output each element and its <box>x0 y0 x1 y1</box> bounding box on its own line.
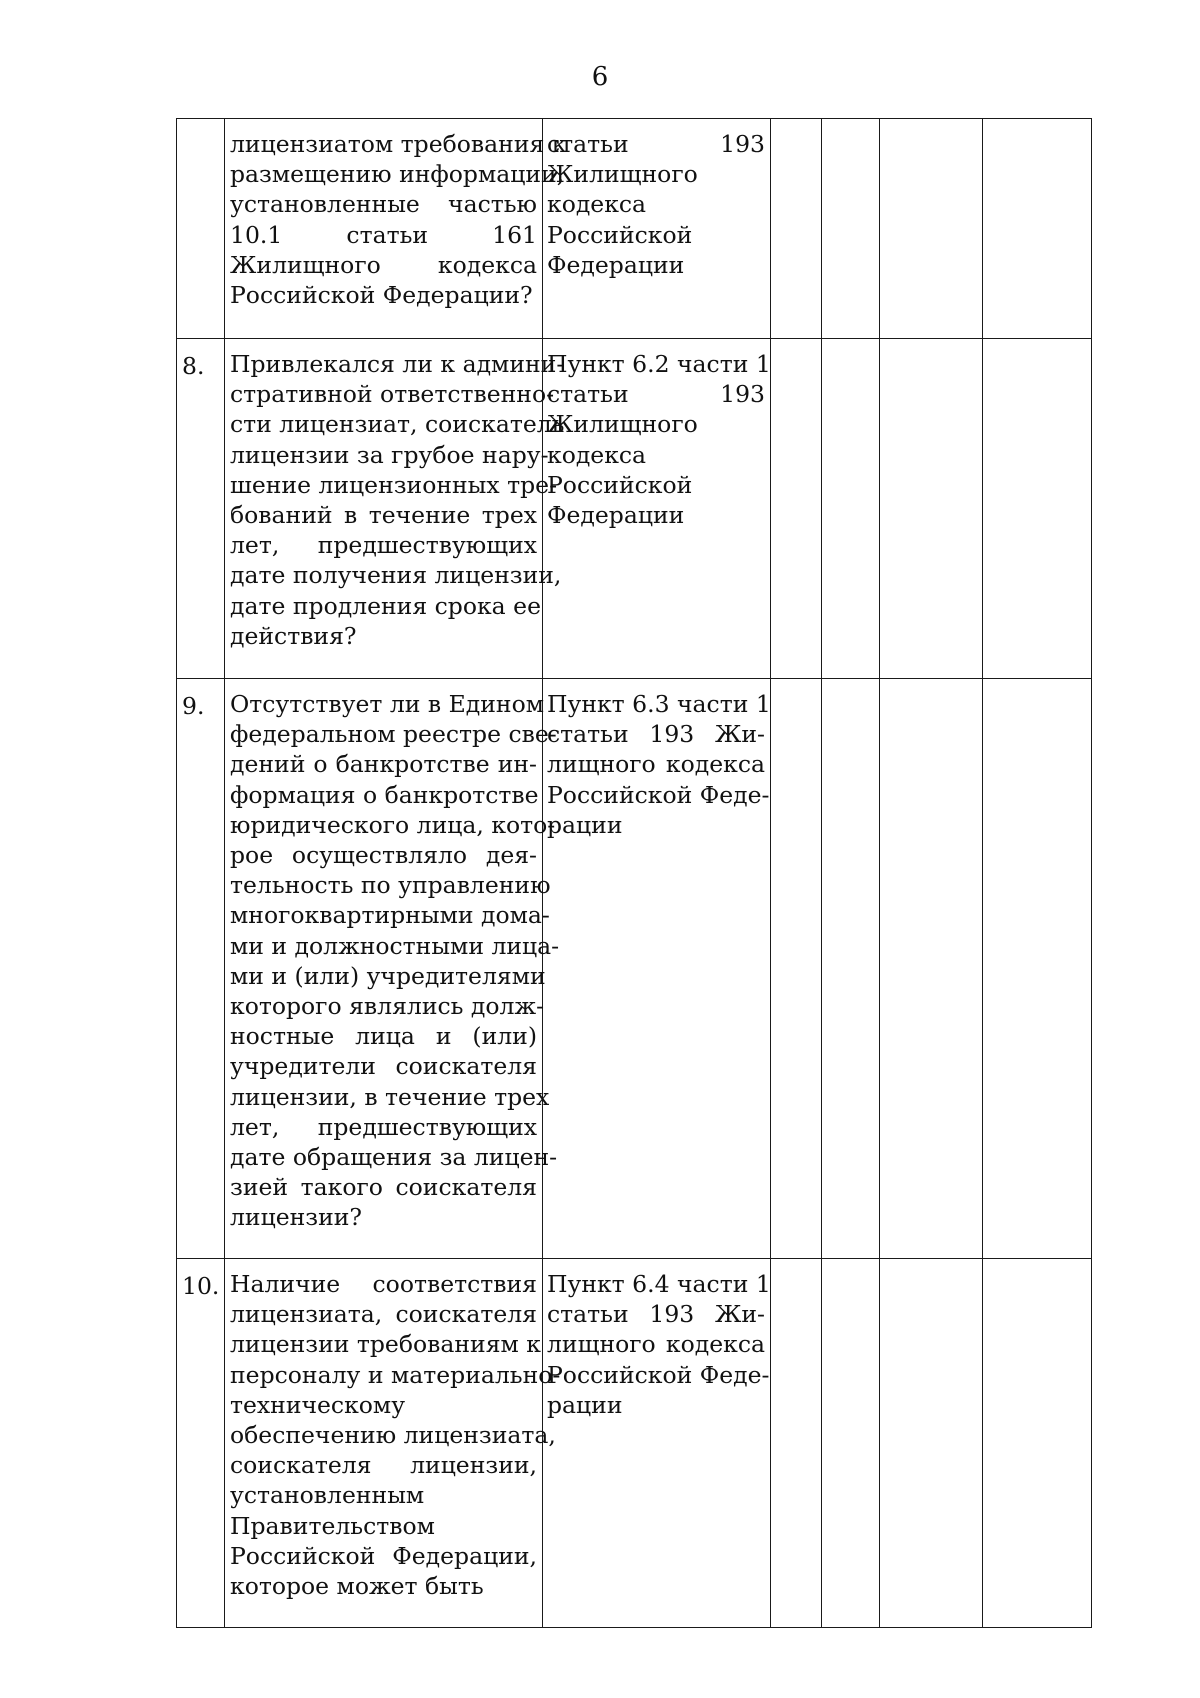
question-line: дате обращения за лицен- <box>230 1143 558 1172</box>
row-number <box>177 119 225 339</box>
table-row <box>177 1259 1092 1628</box>
question-line: Российской Федерации, <box>230 1541 537 1570</box>
reference-line: Пункт 6.2 части 1 <box>547 350 771 378</box>
question-line: федеральном реестре све- <box>230 720 557 749</box>
question-line: лицензии, в течение трех <box>230 1082 550 1111</box>
answer-cell <box>822 339 880 679</box>
question-line: учредители соискателя <box>230 1052 537 1081</box>
answer-cell <box>983 679 1092 1259</box>
question-line: установленные частью <box>230 190 537 219</box>
question-line: Наличие соответствия <box>230 1270 537 1298</box>
reference-line: рации <box>547 1390 623 1419</box>
reference-line: статьи 193 Жи- <box>547 1300 765 1329</box>
question-cell <box>225 339 565 679</box>
question-line: шение лицензионных тре- <box>230 470 558 499</box>
question-line: многоквартирными дома- <box>230 901 550 930</box>
table-row <box>177 339 1092 679</box>
question-line: Российской Федерации? <box>230 281 533 310</box>
question-line: рое осуществляло дея- <box>230 841 537 870</box>
question-line: зией такого соискателя <box>230 1173 537 1202</box>
row-number: 10. <box>177 1259 225 1628</box>
question-line: лицензиатом требования к <box>230 130 567 158</box>
question-cell <box>225 1259 561 1628</box>
question-line: Привлекался ли к админи- <box>230 350 565 378</box>
answer-cell <box>983 339 1092 679</box>
question-line: формация о банкротстве <box>230 780 539 809</box>
question-cell <box>225 119 567 339</box>
question-line: техническому <box>230 1390 406 1419</box>
answer-cell <box>822 679 880 1259</box>
question-line: лет, предшествующих <box>230 531 537 560</box>
question-line: лет, предшествующих <box>230 1112 537 1141</box>
reference-line: статьи 193 Жи- <box>547 720 765 749</box>
reference-line: статьи 193 <box>547 130 765 158</box>
question-line: лицензии требованиям к <box>230 1330 541 1359</box>
reference-line: лищного кодекса <box>547 1330 765 1359</box>
reference-line: Федерации <box>547 250 685 279</box>
answer-cell <box>880 679 983 1259</box>
question-line: Отсутствует ли в Едином <box>230 690 544 718</box>
answer-cell <box>771 679 822 1259</box>
row-number: 9. <box>177 679 225 1259</box>
question-line: лицензиата, соискателя <box>230 1300 537 1329</box>
answer-cell <box>983 119 1092 339</box>
legal-reference-cell <box>543 1259 771 1628</box>
question-line: Жилищного кодекса <box>230 250 537 279</box>
reference-line: статьи 193 <box>547 380 765 409</box>
answer-cell <box>771 119 822 339</box>
question-line: сти лицензиат, соискатель <box>230 410 565 439</box>
question-line: стративной ответственно- <box>230 380 555 409</box>
question-line: соискателя лицензии, <box>230 1451 537 1480</box>
answer-cell <box>880 339 983 679</box>
row-number: 8. <box>177 339 225 679</box>
question-line: персоналу и материально- <box>230 1360 561 1389</box>
answer-cell <box>771 1259 822 1628</box>
question-cell <box>225 679 560 1259</box>
reference-line: Федерации <box>547 501 685 530</box>
reference-line: Российской <box>547 220 693 249</box>
reference-line: Пункт 6.4 части 1 <box>547 1270 771 1298</box>
question-line: дате получения лицензии, <box>230 561 562 590</box>
checklist-table <box>176 118 1092 1628</box>
reference-line: лищного кодекса <box>547 750 765 779</box>
reference-line: Пункт 6.3 части 1 <box>547 690 771 718</box>
legal-reference-cell <box>543 119 771 339</box>
answer-cell <box>822 1259 880 1628</box>
answer-cell <box>822 119 880 339</box>
reference-line: рации <box>547 810 623 839</box>
reference-line: кодекса <box>547 190 647 219</box>
question-line: ностные лица и (или) <box>230 1022 537 1051</box>
table-row <box>177 679 1092 1259</box>
page-number: 6 <box>591 62 609 92</box>
legal-reference-cell <box>543 339 771 679</box>
question-line: действия? <box>230 621 357 650</box>
question-line: которое может быть <box>230 1572 484 1601</box>
question-line: ми и (или) учредителями <box>230 961 546 990</box>
reference-line: Российской Феде- <box>547 780 770 809</box>
question-line: дате продления срока ее <box>230 591 541 620</box>
table-row <box>177 119 1092 339</box>
question-line: лицензии за грубое нару- <box>230 440 549 469</box>
reference-line: Российской Феде- <box>547 1360 770 1389</box>
answer-cell <box>880 119 983 339</box>
reference-line: Российской <box>547 470 693 499</box>
question-line: юридического лица, кото- <box>230 810 556 839</box>
reference-line: Жилищного <box>547 160 698 189</box>
question-line: 10.1 статьи 161 <box>230 220 537 249</box>
question-line: которого являлись долж- <box>230 992 545 1021</box>
question-line: бований в течение трех <box>230 501 537 530</box>
reference-line: Жилищного <box>547 410 698 439</box>
question-line: тельность по управлению <box>230 871 551 900</box>
question-line: установленным <box>230 1481 425 1510</box>
reference-line: кодекса <box>547 440 647 469</box>
question-line: обеспечению лицензиата, <box>230 1421 556 1450</box>
question-line: дений о банкротстве ин- <box>230 750 537 779</box>
question-line: ми и должностными лица- <box>230 931 560 960</box>
answer-cell <box>771 339 822 679</box>
question-line: размещению информации, <box>230 160 565 189</box>
answer-cell <box>983 1259 1092 1628</box>
question-line: Правительством <box>230 1511 435 1540</box>
answer-cell <box>880 1259 983 1628</box>
question-line: лицензии? <box>230 1203 363 1232</box>
legal-reference-cell <box>543 679 771 1259</box>
